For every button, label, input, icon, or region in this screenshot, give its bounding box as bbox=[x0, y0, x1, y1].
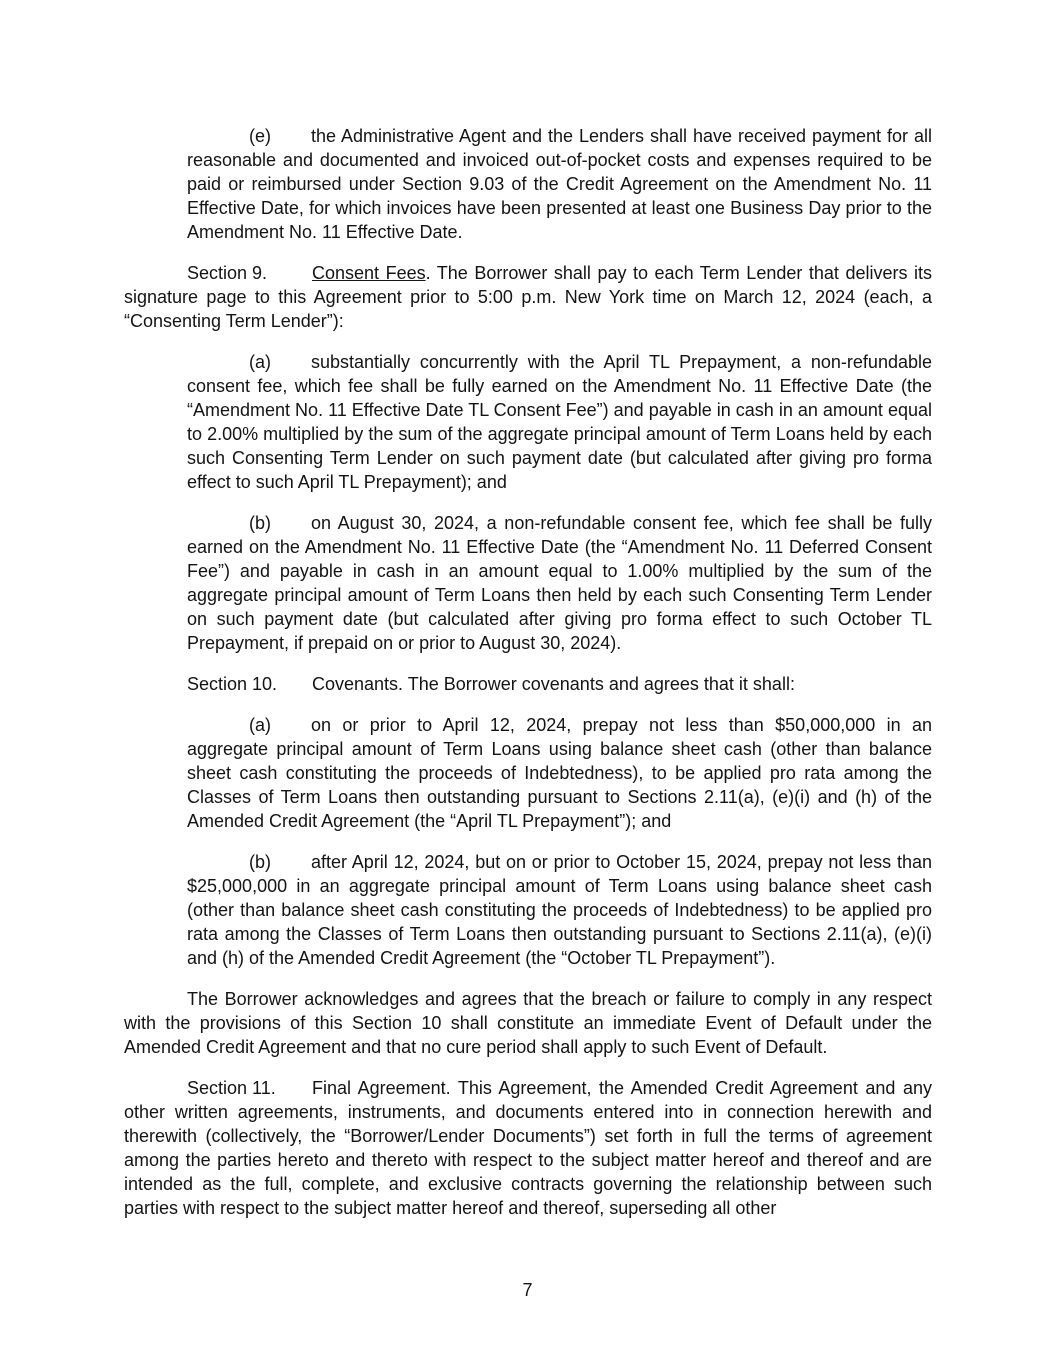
section-9-title: Consent Fees bbox=[312, 263, 426, 283]
section-11 bbox=[124, 1076, 932, 1220]
section-10-clause-a-label: (a) bbox=[249, 715, 271, 735]
section-9-clause-a-label: (a) bbox=[249, 352, 271, 372]
section-9-clause-a bbox=[187, 350, 932, 494]
section-9-clause-b-text: on August 30, 2024, a non-refundable consent fee, which fee shall be fully earned on the Amendment No. 11 Effective Date (the “Amendment No. 11 Deferred Consent Fee”) and payable in cash in an amount equal to 1.00% multiplied by the sum of the aggregate principal amount of Term Loans then held by each such Consenting Term Lender on such payment date (but calculated after giving pro forma effect to such October TL Prepayment, if prepaid on or prior to August 30, 2024). bbox=[187, 513, 932, 653]
section-10-label: Section 10. bbox=[187, 674, 278, 694]
section-9-label: Section 9. bbox=[187, 263, 268, 283]
section-10-clause-b bbox=[187, 850, 932, 970]
section-9-clause-b-label: (b) bbox=[249, 513, 271, 533]
section-10-closing: The Borrower acknowledges and agrees that the breach or failure to comply in any respect with the provisions of this Section 10 shall constitute an immediate Event of Default under the Amended Credit Agreement and that no cure period shall apply to such Event of Default. bbox=[124, 989, 932, 1057]
section-10 bbox=[124, 672, 932, 696]
section-10-clause-b-text: after April 12, 2024, but on or prior to October 15, 2024, prepay not less than $25,000,000 in an aggregate principal amount of Term Loans using balance sheet cash (other than balance sheet cash constituting the proceeds of Indebtedness) to be applied pro rata among the Classes of Term Loans then outstanding pursuant to Sections 2.11(a), (e)(i) and (h) of the Amended Credit Agreement (the “October TL Prepayment”). bbox=[187, 852, 932, 968]
clause-e bbox=[187, 124, 932, 244]
section-10-text: Covenants. The Borrower covenants and agrees that it shall: bbox=[312, 674, 795, 694]
section-10-clause-a bbox=[187, 713, 932, 833]
clause-e-label: (e) bbox=[249, 126, 271, 146]
section-9-clause-b bbox=[187, 511, 932, 655]
clause-e-text: the Administrative Agent and the Lenders shall have received payment for all reasonable and documented and invoiced out-of-pocket costs and expenses required to be paid or reimbursed under Section 9.03 of the Credit Agreement on the Amendment No. 11 Effective Date, for which invoices have been presented at least one Business Day prior to the Amendment No. 11 Effective Date. bbox=[187, 126, 932, 242]
section-10-clause-a-text: on or prior to April 12, 2024, prepay not less than $50,000,000 in an aggregate principal amount of Term Loans using balance sheet cash (other than balance sheet cash constituting the proceeds of Indebtedness), to be applied pro rata among the Classes of Term Loans then outstanding pursuant to Sections 2.11(a), (e)(i) and (h) of the Amended Credit Agreement (the “April TL Prepayment”); and bbox=[187, 715, 932, 831]
section-11-text: Final Agreement. This Agreement, the Amended Credit Agreement and any other written agreements, instruments, and documents entered into in connection herewith and therewith (collectively, the “Borrower/Lender Documents”) set forth in full the terms of agreement among the parties hereto and thereto with respect to the subject matter hereof and thereof and are intended as the full, complete, and exclusive contracts governing the relationship between such parties with respect to the subject matter hereof and thereof, superseding all other bbox=[124, 1078, 932, 1218]
section-9 bbox=[124, 261, 932, 333]
section-9-text: . The Borrower shall pay to each Term Lender that delivers its signature page to this Agreement prior to 5:00 p.m. New York time on March 12, 2024 (each, a “Consenting Term Lender”): bbox=[124, 263, 933, 331]
section-9-clause-a-text: substantially concurrently with the April TL Prepayment, a non-refundable consent fee, which fee shall be fully earned on the Amendment No. 11 Effective Date (the “Amendment No. 11 Effective Date TL Consent Fee”) and payable in cash in an amount equal to 2.00% multiplied by the sum of the aggregate principal amount of Term Loans held by each such Consenting Term Lender on such payment date (but calculated after giving pro forma effect to such April TL Prepayment); and bbox=[187, 352, 932, 492]
document-page bbox=[124, 124, 932, 1220]
page-number: 7 bbox=[522, 1280, 533, 1300]
section-10-clause-b-label: (b) bbox=[249, 852, 271, 872]
section-11-label: Section 11. bbox=[187, 1078, 276, 1098]
